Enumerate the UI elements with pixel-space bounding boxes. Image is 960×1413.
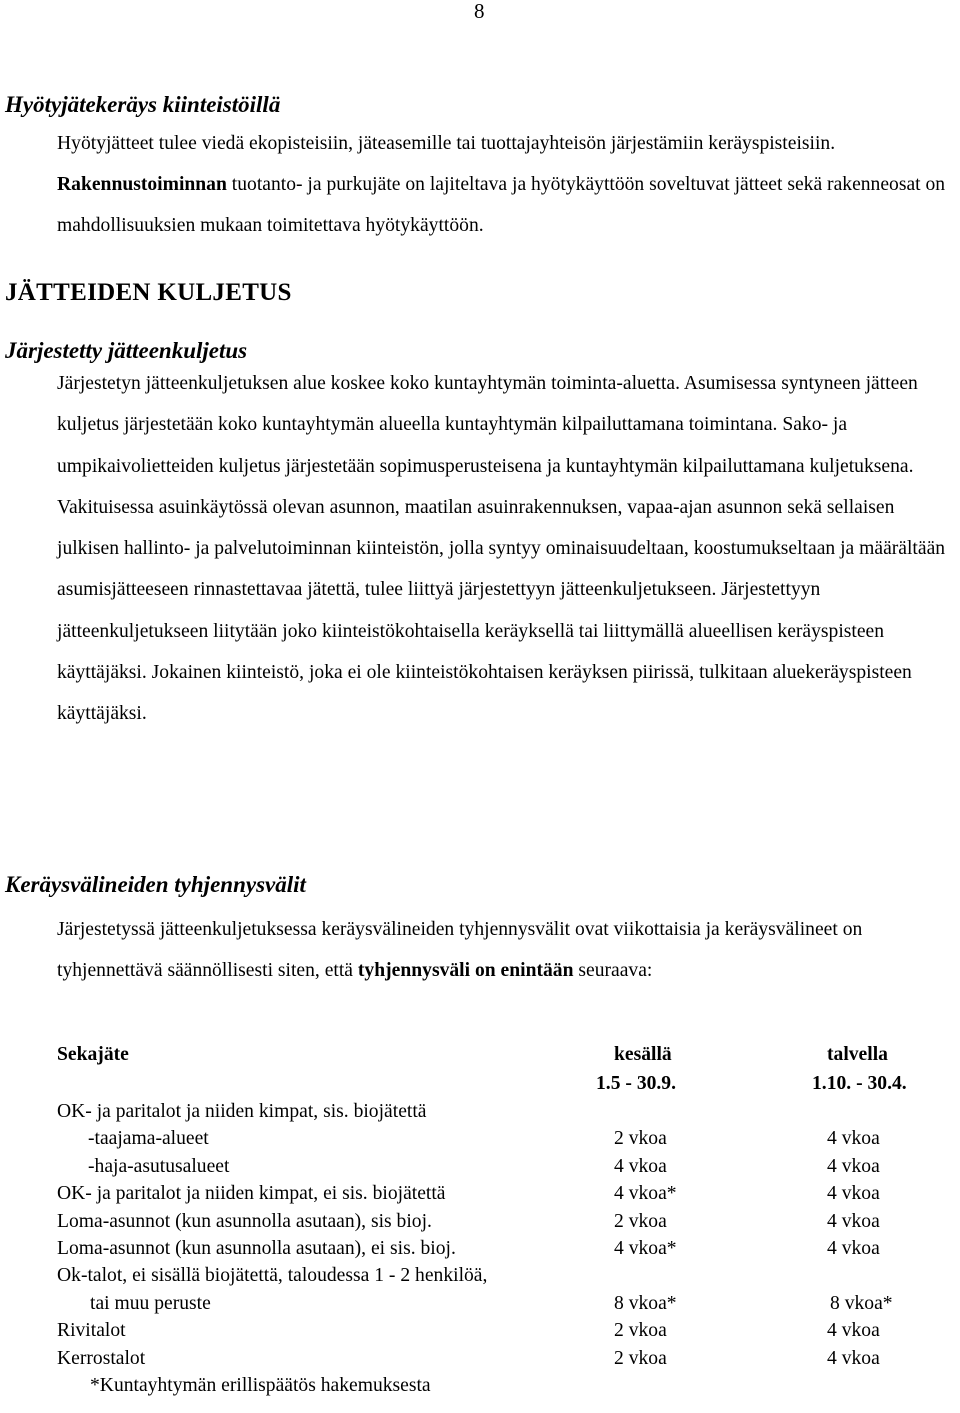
table-row bbox=[57, 1208, 947, 1235]
table-row-label: Kerrostalot bbox=[57, 1347, 146, 1369]
paragraph-text: tuotanto- ja purkujäte on lajiteltava ja hyötykäyttöön soveltuvat jätteet sekä rakenneosat on mahdollisuuksien mukaan toimitettava hyötykäyttöön. bbox=[57, 174, 946, 236]
section-heading-hyotyjatekerays: Hyötyjätekeräys kiinteistöillä bbox=[5, 92, 281, 117]
table-footnote: *Kuntayhtymän erillispäätös hakemuksesta bbox=[90, 1374, 431, 1396]
page-number: 8 bbox=[474, 0, 485, 23]
table-row bbox=[57, 1180, 947, 1207]
table-row-label: Ok-talot, ei sisällä biojätettä, taloudessa 1 - 2 henkilöä, bbox=[57, 1265, 488, 1287]
table-footnote-row bbox=[57, 1372, 947, 1399]
paragraph-text: Hyötyjätteet tulee viedä ekopisteisiin, jäteasemille tai tuottajayhteisön järjestämiin keräyspisteisiin. bbox=[57, 133, 836, 154]
table-row-winter: 4 vkoa bbox=[827, 1210, 880, 1232]
section-heading-tyhjennysvalit: Keräysvälineiden tyhjennysvälit bbox=[5, 872, 306, 897]
table-row-label: -taajama-alueet bbox=[88, 1128, 209, 1150]
table-row bbox=[57, 1098, 947, 1125]
paragraph-tyhjennysvalit bbox=[57, 909, 952, 991]
table-row-summer: 2 vkoa bbox=[614, 1210, 667, 1232]
section-heading-jarjestetty: Järjestetty jätteenkuljetus bbox=[5, 338, 248, 363]
paragraph-text: Järjestetyssä jätteenkuljetuksessa keräysvälineiden tyhjennysvälit ovat viikottaisia ja keräysvälineet on tyhjennettävä säännöllisesti siten, että bbox=[57, 919, 863, 981]
table-row-label: Loma-asunnot (kun asunnolla asutaan), sis bioj. bbox=[57, 1210, 432, 1232]
table-row-winter: 4 vkoa bbox=[827, 1183, 880, 1205]
table-row-label: Rivitalot bbox=[57, 1320, 126, 1342]
table-header-winter-dates: 1.10. - 30.4. bbox=[812, 1073, 907, 1094]
table-row-summer: 2 vkoa bbox=[614, 1128, 667, 1150]
emptying-interval-table bbox=[57, 1039, 947, 1399]
table-row-summer: 2 vkoa bbox=[614, 1347, 667, 1369]
table-row-summer: 2 vkoa bbox=[614, 1320, 667, 1342]
table-row bbox=[57, 1290, 947, 1317]
table-row-label: Loma-asunnot (kun asunnolla asutaan), ei sis. bioj. bbox=[57, 1237, 456, 1259]
table-row-label: tai muu peruste bbox=[90, 1292, 211, 1314]
table-header-summer: kesällä bbox=[614, 1044, 672, 1065]
paragraph-bold-text: Rakennustoiminnan bbox=[57, 174, 227, 195]
table-row bbox=[57, 1317, 947, 1344]
table-row bbox=[57, 1262, 947, 1289]
table-row-winter: 4 vkoa bbox=[827, 1347, 880, 1369]
table-header-row bbox=[57, 1039, 947, 1070]
table-row-winter: 8 vkoa* bbox=[830, 1292, 893, 1314]
table-row-summer: 4 vkoa bbox=[614, 1155, 667, 1177]
table-row-label: OK- ja paritalot ja niiden kimpat, ei sis. biojätettä bbox=[57, 1183, 446, 1205]
table-header-dates-row bbox=[57, 1070, 947, 1098]
paragraph-hyotyjatteet bbox=[57, 123, 952, 246]
table-header-category: Sekajäte bbox=[57, 1044, 129, 1065]
paragraph-bold-text: tyhjennysväli on enintään bbox=[357, 960, 574, 981]
table-row-winter: 4 vkoa bbox=[827, 1320, 880, 1342]
main-heading-jatteiden-kuljetus: JÄTTEIDEN KULJETUS bbox=[5, 279, 292, 306]
table-row bbox=[57, 1235, 947, 1262]
table-row bbox=[57, 1153, 947, 1180]
table-row bbox=[57, 1345, 947, 1372]
table-row-summer: 4 vkoa* bbox=[614, 1237, 677, 1259]
table-row-winter: 4 vkoa bbox=[827, 1128, 880, 1150]
table-header-summer-dates: 1.5 - 30.9. bbox=[596, 1073, 677, 1094]
table-header-winter: talvella bbox=[827, 1044, 888, 1065]
table-row bbox=[57, 1125, 947, 1152]
table-row-winter: 4 vkoa bbox=[827, 1237, 880, 1259]
paragraph-jarjestetty-jatteenkuljetus: Järjestetyn jätteenkuljetuksen alue koskee koko kuntayhtymän toiminta-aluetta. Asumisessa syntyneen jätteen kuljetus järjestetään koko kuntayhtymän alueella kuntayhtymän kilpailuttamana toimintana. Sako- ja umpikaivolietteiden kuljetus järjestetään sopimusperusteisena ja kuntayhtymän kilpailuttamana kuljetuksena. Vakituisessa asuinkäytössä olevan asunnon, maatilan asuinrakennuksen, vapaa-ajan asunnon sekä sellaisen julkisen hallinto- ja palvelutoiminnan kiinteistön, jolla syntyy ominaisuudeltaan, koostumukseltaan ja määrältään asumisjätteeseen rinnastettavaa jätettä, tulee liittyä järjestettyyn jätteenkuljetukseen. Järjestettyyn jätteenkuljetukseen liitytään joko kiinteistökohtaisella keräyksellä tai liittymällä alueellisen keräyspisteen käyttäjäksi. Jokainen kiinteistö, joka ei ole kiinteistökohtaisen keräyksen piirissä, tulkitaan aluekeräyspisteen käyttäjäksi. bbox=[57, 373, 946, 725]
table-row-summer: 4 vkoa* bbox=[614, 1183, 677, 1205]
table-row-label: -haja-asutusalueet bbox=[88, 1155, 230, 1177]
table-row-winter: 4 vkoa bbox=[827, 1155, 880, 1177]
paragraph-text: seuraava: bbox=[573, 960, 653, 981]
table-row-summer: 8 vkoa* bbox=[614, 1292, 677, 1314]
table-row-label: OK- ja paritalot ja niiden kimpat, sis. biojätettä bbox=[57, 1101, 427, 1122]
